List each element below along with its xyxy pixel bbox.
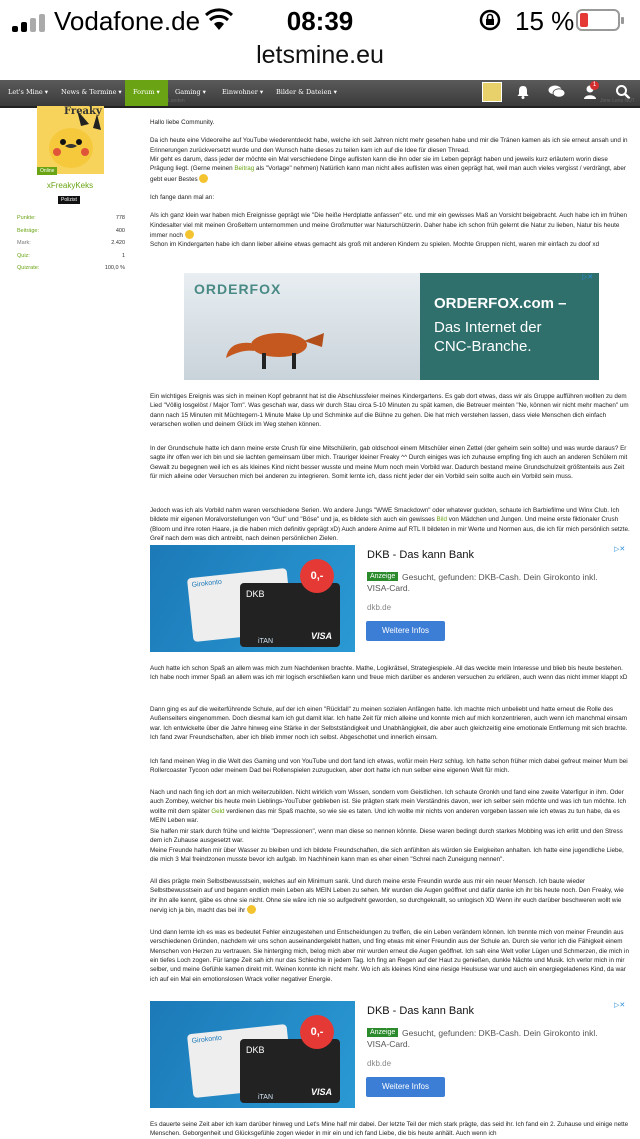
card-image: Girokonto [187,1024,293,1098]
more-info-button[interactable]: Weitere Infos [366,1077,445,1097]
sub-header-link[interactable]: Jone Lens NUT [600,98,635,104]
ad-dkb[interactable] [150,545,632,653]
nav-avatar[interactable] [482,82,502,102]
post-body [150,118,632,250]
ad-headline: ORDERFOX.com – [434,295,567,312]
ad-url[interactable]: dkb.de [367,603,392,612]
notification-badge: 1 [590,81,599,90]
inline-link[interactable]: Beitrag [234,165,255,173]
stat-row: Punkte: 778 [17,215,125,221]
role-badge: Polizist [58,196,80,204]
inline-link[interactable]: Geld [211,807,225,815]
ad-label: Anzeige [367,572,398,581]
stat-row: Beiträge: 400 [17,227,125,234]
ad-url[interactable]: dkb.de [367,1059,392,1068]
main-nav [0,80,640,108]
profile-stats [17,215,125,278]
grin-emoji-icon [199,174,208,183]
ad-description: VISA-Card. [367,1039,410,1049]
nav-item-einwohner[interactable]: Einwohner ▾ [222,88,264,96]
fox-icon [224,313,334,373]
ad-description: VISA-Card. [367,583,410,593]
chat-icon[interactable] [548,84,566,100]
grin-emoji-icon [247,905,256,914]
avatar-caption: Freaky [64,106,102,117]
nav-item-forum[interactable]: Forum ▾ [125,80,168,106]
url-bar[interactable]: letsmine.eu [256,41,384,69]
nav-item-bilder[interactable]: Bilder & Dateien ▾ [276,88,337,96]
post-paragraph: Auch hatte ich schon Spaß an allem was mich zum Nachdenken brachte. Mathe, Logikrätsel, Strategiespiele. All das weckte mein Interesse und blieb bis heute bestehen. Ich habe noch immer Spaß an allem was ich mir logisch erschließen kann und freue mich darüber es anderen versuchen zu erklären, auch wenn das nicht immer klappt xD [150,665,628,682]
post-paragraph: Hallo liebe Community. [150,119,215,126]
post-paragraph: Ich fange dann mal an: [150,194,215,202]
clock: 08:39 [286,6,354,36]
ad-description: Gesucht, gefunden: DKB-Cash. Dein Girokonto inkl. [402,1028,598,1038]
post-paragraph: In der Grundschule hatte ich dann meine erste Crush für eine Mitschülerin, gab oldschool einem Mitschüler einen Zettel (der geheim sein sollte) und was wurde daraus? Er sagte ihr offen wer ich bin und sie lachten gemeinsam über mich. Trauriger kleiner Freaky ^^ Durch einiges was ich zuhause empfing fing ich auch an anderen Schülern mit Gewalt zu begegnen weil ich es als kleines Kind nicht besser wusste und meine Mum noch mein Vorbild war. Dadurch bestand meine Grundschulzeit größtenteils aus Zeit für mich alleine oder Versuchen mich bei anderen zu integrieren. Somit lernte ich, dass nicht jeder der ein Vorbild sein sollte auch ein Vorbild sein muss. [150,445,628,481]
post-paragraph: All dies prägte mein Selbstbewusstsein, welches auf ein Minimum sank. Und durch meine erste Freundin wurde aus mir ein neuer Mensch. Ich baute wieder Selbstbewusstsein auf und begann endlich mein Leben als MEIN Leben zu sehen. Mir wurden die Augen geöffnet und dafür danke ich ihr bis heute noch. Den Freaky, wie ihr ihn alle kennt, gäbe es ohne sie nicht. Ohne sie wäre ich nie so aufgedreht geworden, so durchgeknallt, so unlogisch XD Wenn ihr euch darüber beschweren wollt wie nervig ich ja bin, macht das bei ihr [150,878,624,915]
more-info-button[interactable]: Weitere Infos [366,621,445,641]
post-paragraph: Ich fand meinen Weg in die Welt des Gaming und von YouTube und dort fand ich etwas, wofür mein Herz schlug. Ich hatte schon früher mich dabei gefreut meiner Mum bei Rollercoaster Tycoon oder meinem Dad bei Rollenspielen zuzugucken, aber dort hatte ich nun selber eine eigenen Welt für mich. [150,758,628,775]
username-link[interactable]: xFreakyKeks [46,181,94,190]
ad-copy [420,273,599,380]
ad-description: Gesucht, gefunden: DKB-Cash. Dein Girokonto inkl. [402,572,598,582]
inline-link[interactable]: Bild [436,516,448,524]
adchoices-icon[interactable]: ▷✕ [582,274,594,281]
ad-line: CNC-Branche. [434,338,532,355]
post-paragraph: Es dauerte seine Zeit aber ich kam darüber hinweg und Let's Mine half mir dabei. Der letzte Teil der mich stark prägte, das seid ihr. Ich fand ein 2. Zuhause und einige nette Menschen. Geborgenheit und Glücksgefühle zogen wieder in mir ein und ich fand Liebe, die bis heute anhält. Auch wenn ich [150,1121,629,1138]
post-paragraph: Jedoch was ich als Vorbild nahm waren verschiedene Serien. Wo andere Jungs "WWE Smackdown" oder whatever guckten, schaute ich Barbiefilme und Winx Club. Ich bildete mir eigenen Moralvorstellungen von "Gut" und "Böse" und ja, es bildete sich auch ein gewisses Bild von Mädchen und Jungen. Und meine erste fiktionaler Crush (Bloom und ihre roten Haare, ja die haben mich definitiv geprägt xD) Auch andere Anime auf RTL II bildeten in mir Werte und Normen aus, die ich für mich persönlich setzte. Greif nach dem was dich antreibt, nach deinen persönlichen Zielen. [150,507,630,543]
price-badge: 0,- [300,559,334,593]
ad-image [150,1001,355,1108]
stat-row: Quizrate: 100,0 % [17,265,125,271]
ad-title[interactable]: DKB - Das kann Bank [367,1005,474,1017]
nav-item-gaming[interactable]: Gaming ▾ [175,88,206,96]
ad-line: Das Internet der [434,319,542,336]
ad-dkb[interactable] [150,1001,632,1109]
post-paragraph: Schon im Kindergarten habe ich dann lieber alleine etwas gemacht als groß mit anderen Kindern zu spielen. Mochte Gruppen nicht, waren mir einfach zu doof xd [150,241,600,249]
orderfox-logo: ORDERFOX [194,281,282,297]
ad-caption: iTAN [258,1094,274,1101]
ad-image [150,545,355,652]
ad-orderfox[interactable] [184,273,599,380]
post-paragraph: Da ich heute eine Videoreihe auf YouTube wiederentdeckt habe, welche ich seit Jahren nicht mehr gesehen habe und mir die Tränen kamen als ich sie erneut ansah und in Erinnerungen zurückversetzt wurde und den Wunsch hatte dieses zu teilen kam ich auf die Idee für diesen Thread. [150,137,628,154]
adchoices-icon[interactable]: ▷✕ [614,546,626,553]
post-paragraph: Und dann lernte ich es was es bedeutet Fehler einzugestehen und Entscheidungen zu treffen, die ein Leben verändern können. Ich trennte mich von meiner Freundin aus verschiedenen Gründen, nachdem wir uns schon auseinandergelebt hatten, und fing etwas mit einer Freundin aus der Schule an. Durch sie verlor ich die Fähigkeit einem Menschen von Herzen zu vertrauen. Sie hinterging mich, belog mich aber mir wurden erneut die Augen geöffnet. Ich sah eine Welt voller Lügen und Schmerzen, die mich in ein tiefes Loch zogen. Für lange Zeit sah ich nur das Schlechte in jedem Tag. Ich fing an Regen auf der Haut zu genießen, dunkle Nächte und Musik. Ich verlor mich in mir selber, und meine Gefühle kamen direkt mit. Weinen konnte ich nicht mehr. Wo ich als kleines Kind eine riesige Heulsuse war und auch ein energiegeladenes Kind, da war ich auf ein Mal ein emotionslosen Wrack voller negativer Energie. [150,929,629,983]
stat-row: Quiz: 1 [17,252,125,259]
ad-image [184,273,420,380]
ad-caption: iTAN [258,638,274,645]
post-paragraph: Sie halfen mir stark durch frühe und leichte "Depressionen", wenn man diese so nennen könnte. Diese waren bedingt durch starkes Mobbing was ich erlitt und den Stress dem ich Zuhause ausgesetzt war. [150,828,623,845]
stat-row: Mark: 2.420 [17,240,125,246]
nav-item-news[interactable]: News & Termine ▾ [61,88,122,96]
online-badge: Online [37,167,57,175]
carrier-name: Vodafone.de [54,6,201,36]
post-paragraph: Dann ging es auf die weiterführende Schule, auf der ich einen "Rückfall" zu meinen sozialen Anfängen hatte. Ich machte mich unbeliebt und hatte erneut die Rolle des Außenseiters eingenommen. Doch diesmal kam ich gut damit klar. Ich hatte Zeit für mich alleine und konnte mich auf mich konzentrieren, auch wenn ich manchmal einsam war. Ich entwickelte über die Jahre hinweg eine Stärke in der Selbstständigkeit und Unabhängigkeit, die aber auch gleichzeitig eine emotionale Entfernung mit sich brachte. Ich fand zwar Freundschaften, aber ich blieb immer noch ich selbst. Abgeschottet und innerlich einsam. [150,706,628,742]
rotation-lock-icon [478,8,502,32]
bell-icon[interactable] [515,84,531,100]
ad-label: Anzeige [367,1028,398,1037]
nav-item-lets-mine[interactable]: Let's Mine ▾ [8,88,48,96]
post-paragraph: Ein wichtiges Ereignis was sich in meinen Kopf gebrannt hat ist die Abschlussfeier meines Kindergartens. Es gab dort etwas, dass wir als Gruppe aufführen wollten zu dem Lied "Völlig losgelöst / Major Tom". Was geschah war, dass wir durch Stau circa 5-10 Minuten zu spät kamen, die Betreuer meinten "Ne, können wir nicht mehr machen" um dann nach 15 Minuten mit Müchtegern-1 Minute Make Up und Schminke auf die Bühne zu gehen. Die hat mich verstehen lassen, dass viele Menschen dich einfach verarschen wollen und deinem Glück im Weg stehen können. [150,393,629,429]
card-image: Girokonto [187,568,293,642]
grin-emoji-icon [185,230,194,239]
breadcrumb[interactable]: Landen [168,98,185,104]
ad-title[interactable]: DKB - Das kann Bank [367,549,474,561]
post-paragraph: Meine Freunde halfen mir über Wasser zu bleiben und ich bildete Freundschaften, die sich anfühlten als würden sie Ewigkeiten anhalten. Ich hatte eine jugendliche Liebe, die mich 3 Mal freindzonen musste bevor ich aufgab. Im Nachhinein kann man es eher einen "Schrei nach Zuneigung nennen". [150,847,624,864]
battery-percent: 15 % [515,6,575,36]
adchoices-icon[interactable]: ▷✕ [614,1002,626,1009]
price-badge: 0,- [300,1015,334,1049]
post-paragraph: Nach und nach fing ich dort an mich weiterzubilden. Nicht wirklich vom Wissen, sondern vom Geistlichen. Ich schaute Gronkh und fand eine zweite Vaterfigur in ihm. Oder auch Zombey, welcher bis heute mein Lieblings-YouTuber geblieben ist. Sie prägten stark mein Verständnis davon, wer ich selber sein möchte und was ich tun möchte. Ich wollte mit dem später Geld verdienen das mir Spaß machte, so wie sie es taten. Und ich wollte mir nichts von anderen vorgeben lassen wie ich etwas zu tun habe, da es MEIN Leben war. [150,789,627,825]
status-bar [0,0,640,40]
card-image: DKB VISA [240,583,340,647]
post-paragraph: Als ich ganz klein war haben mich Ereignisse geprägt wie "Die heiße Herdplatte anfassen" etc. und mir ein gewisses Maß an Vorsicht beigebracht. Auch habe ich im frühen Kindesalter viel mit meinen Großeltern unternommen und meine Großmutter war Naturschützerin. Daher habe ich schon früh gelernt die Natur zu lieben, Natur bis heute immer noch [150,212,627,240]
post-paragraph: Mir geht es darum, dass jeder der möchte ein Mal verschiedene Dinge auflisten kann die ihn oder sie im Leben geprägt haben und jeweils kurz erläutern worin diese Prägung liegt. (Gerne meinen Beitrag als "Vorlage" nehmen) Natürlich kann man nicht alles auflisten was einen geprägt hat, weil man auch vieles vergisst / verdrängt, aber gebt euer Bestes [150,156,626,183]
battery-icon [576,9,620,31]
card-image: DKB VISA [240,1039,340,1103]
